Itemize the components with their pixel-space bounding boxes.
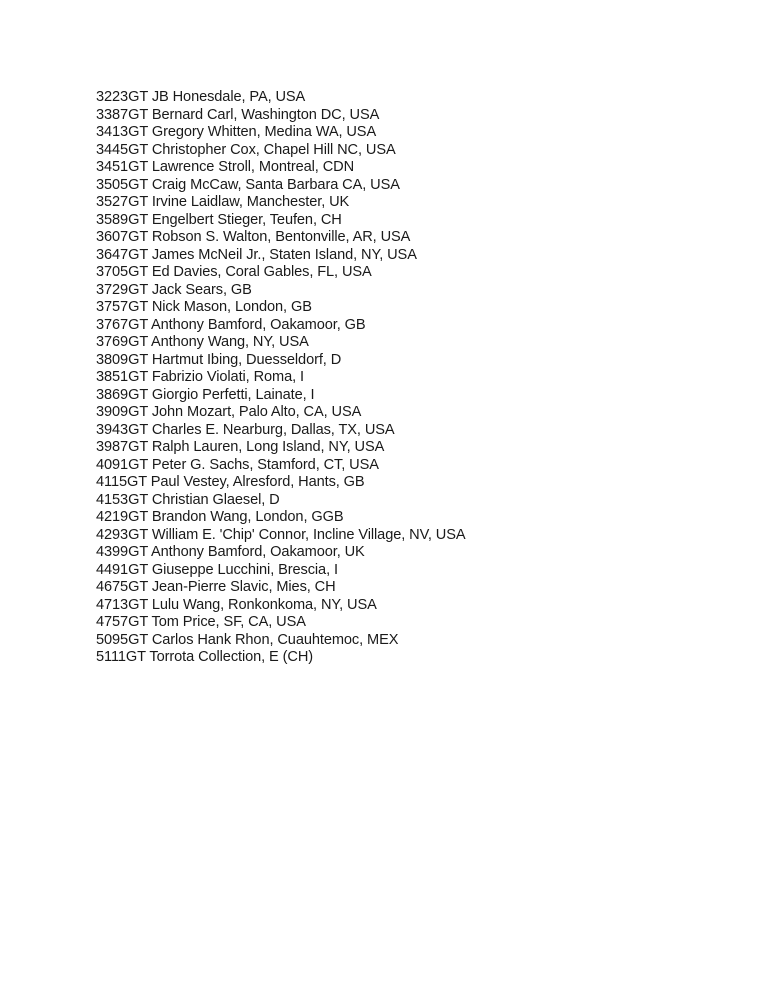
- list-item: 4491GT Giuseppe Lucchini, Brescia, I: [96, 561, 338, 578]
- list-item: 3527GT Irvine Laidlaw, Manchester, UK: [96, 194, 350, 210]
- list-item: 3505GT Craig McCaw, Santa Barbara CA, USA: [96, 176, 400, 193]
- list-item: 3767GT Anthony Bamford, Oakamoor, GB: [96, 316, 366, 333]
- list-item: 3223GT JB Honesdale, PA, USA: [96, 89, 306, 105]
- list-item: 5095GT Carlos Hank Rhon, Cuauhtemoc, MEX: [96, 631, 399, 648]
- list-item: 4675GT Jean-Pierre Slavic, Mies, CH: [96, 579, 336, 595]
- list-item: 3851GT Fabrizio Violati, Roma, I: [96, 369, 304, 385]
- list-item: 3769GT Anthony Wang, NY, USA: [96, 334, 309, 350]
- list-item: 4713GT Lulu Wang, Ronkonkoma, NY, USA: [96, 596, 377, 613]
- list-item: 4219GT Brandon Wang, London, GGB: [96, 509, 344, 525]
- list-item: 3451GT Lawrence Stroll, Montreal, CDN: [96, 159, 355, 175]
- list-item: 3909GT John Mozart, Palo Alto, CA, USA: [96, 404, 362, 420]
- list-item: 3647GT James McNeil Jr., Staten Island, NY, USA: [96, 246, 417, 263]
- list-item: 3589GT Engelbert Stieger, Teufen, CH: [96, 211, 342, 228]
- list-item: 3387GT Bernard Carl, Washington DC, USA: [96, 106, 380, 123]
- list-item: 3869GT Giorgio Perfetti, Lainate, I: [96, 386, 315, 403]
- list-item: 3413GT Gregory Whitten, Medina WA, USA: [96, 124, 377, 140]
- list-item: 3607GT Robson S. Walton, Bentonville, AR, USA: [96, 229, 411, 245]
- list-item: 3705GT Ed Davies, Coral Gables, FL, USA: [96, 264, 372, 280]
- list-item: 3943GT Charles E. Nearburg, Dallas, TX, USA: [96, 421, 395, 438]
- list-item: 4293GT William E. 'Chip' Connor, Incline Village, NV, USA: [96, 526, 466, 543]
- list-item: 5111GT Torrota Collection, E (CH): [96, 649, 314, 665]
- list-item: 3987GT Ralph Lauren, Long Island, NY, USA: [96, 439, 385, 455]
- list-item: 4115GT Paul Vestey, Alresford, Hants, GB: [96, 474, 365, 490]
- list-item: 3757GT Nick Mason, London, GB: [96, 299, 312, 315]
- list-item: 4757GT Tom Price, SF, CA, USA: [96, 614, 306, 630]
- list-item: 4153GT Christian Glaesel, D: [96, 491, 280, 508]
- list-item: 3809GT Hartmut Ibing, Duesseldorf, D: [96, 351, 342, 368]
- list-item: 4399GT Anthony Bamford, Oakamoor, UK: [96, 544, 365, 560]
- list-item: 3729GT Jack Sears, GB: [96, 281, 252, 298]
- chassis-owner-list: [96, 89, 466, 667]
- list-item: 3445GT Christopher Cox, Chapel Hill NC, USA: [96, 141, 396, 158]
- list-item: 4091GT Peter G. Sachs, Stamford, CT, USA: [96, 456, 379, 473]
